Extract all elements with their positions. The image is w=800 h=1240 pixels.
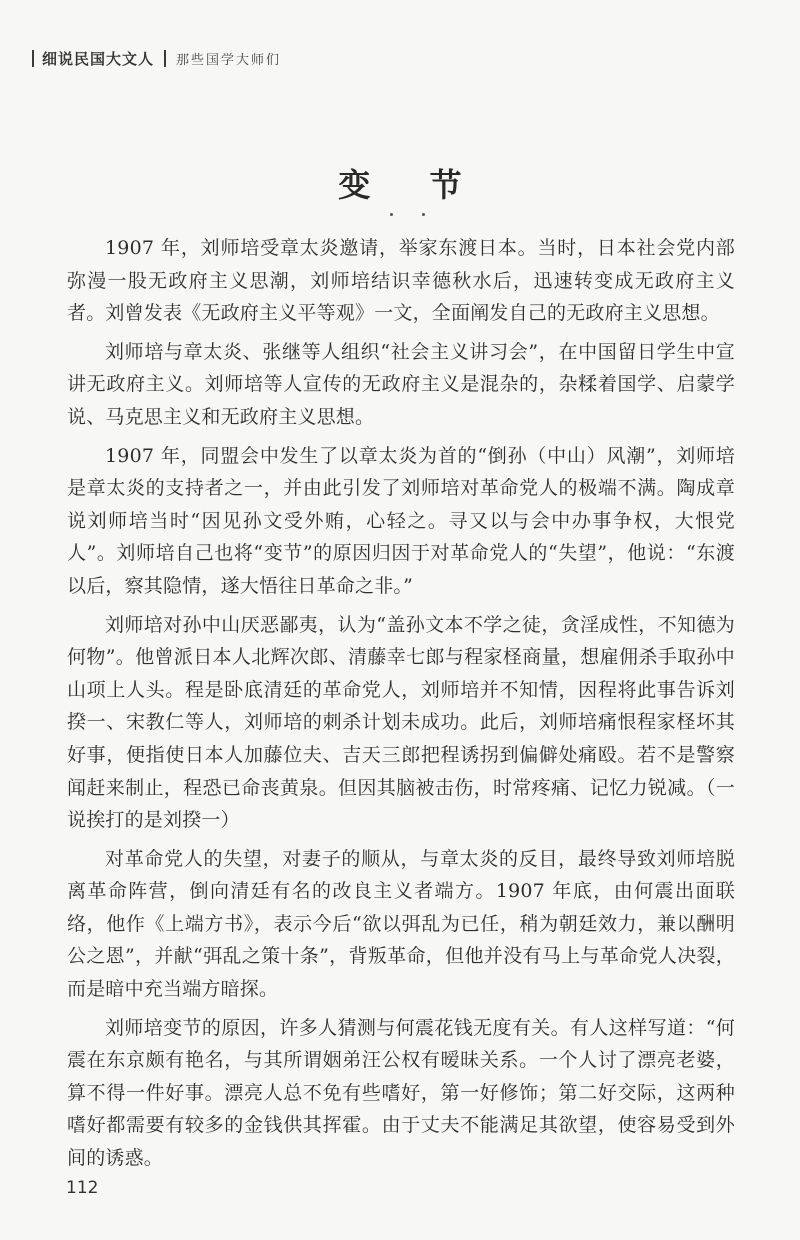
header-divider — [32, 50, 34, 67]
chapter-title: 变 节 — [338, 166, 486, 204]
header-divider — [164, 50, 166, 67]
paragraph: 刘师培变节的原因，许多人猜测与何震花钱无度有关。有人这样写道：“何震在东京颇有艳名，与其所谓姻弟汪公权有暧昧关系。一个人讨了漂亮老婆，算不得一件好事。漂亮人总不免有些嗜好，第一好修饰；第二好交际，这两种嗜好都需要有较多的金钱供其挥霍。由于丈夫不能满足其欲望，使容易受到外间的诱惑。 — [67, 1016, 735, 1170]
running-header — [32, 46, 281, 70]
body-text — [67, 232, 735, 1181]
paragraph: 1907 年，刘师培受章太炎邀请，举家东渡日本。当时，日本社会党内部弥漫一股无政府主义思潮，刘师培结识幸德秋水后，迅速转变成无政府主义者。刘曾发表《无政府主义平等观》一文，全面阐发自己的无政府主义思想。 — [67, 237, 735, 325]
page-number: 112 — [66, 1178, 99, 1198]
series-title: 那些国学大师们 — [176, 52, 282, 68]
paragraph: 刘师培与章太炎、张继等人组织“社会主义讲习会”，在中国留日学生中宣讲无政府主义。刘师培等人宣传的无政府主义是混杂的，杂糅着国学、启蒙学说、马克思主义和无政府主义思想。 — [67, 340, 735, 428]
book-title: 细说民国大文人 — [42, 49, 155, 68]
paragraph: 1907 年，同盟会中发生了以章太炎为首的“倒孙（中山）风潮”，刘师培是章太炎的支持者之一，并由此引发了刘师培对革命党人的极端不满。陶成章说刘师培当时“因见孙文受外贿，心轻之。寻又以与会中办事争权，大恨党人”。刘师培自己也将“变节”的原因归因于对革命党人的“失望”，他说：“东渡以后，察其隐情，遂大悟往日革命之非。” — [67, 444, 735, 597]
paragraph: 刘师培对孙中山厌恶鄙夷，认为“盖孙文本不学之徒，贪淫成性，不知德为何物”。他曾派日本人北辉次郎、清藤幸七郎与程家柽商量，想雇佣杀手取孙中山项上人头。程是卧底清廷的革命党人，刘师培并不知情，因程将此事告诉刘揆一、宋教仁等人，刘师培的刺杀计划未成功。此后，刘师培痛恨程家柽坏其好事，便指使日本人加藤位夫、吉天三郎把程诱拐到偏僻处痛殴。若不是警察闻赶来制止，程恐已命丧黄泉。但因其脑被击伤，时常疼痛、记忆力锐减。（一说挨打的是刘揆一） — [67, 613, 735, 832]
title-ornament — [388, 212, 428, 218]
paragraph: 对革命党人的失望，对妻子的顺从，与章太炎的反目，最终导致刘师培脱离革命阵营，倒向清廷有名的改良主义者端方。1907 年底，由何震出面联络，他作《上端方书》，表示今后“欲以弭乱为已任，稍为朝廷效力，兼以酬明公之恩”，并献“弭乱之策十条”，背叛革命，但他并没有马上与革命党人决裂，而是暗中充当端方暗探。 — [67, 847, 735, 1001]
